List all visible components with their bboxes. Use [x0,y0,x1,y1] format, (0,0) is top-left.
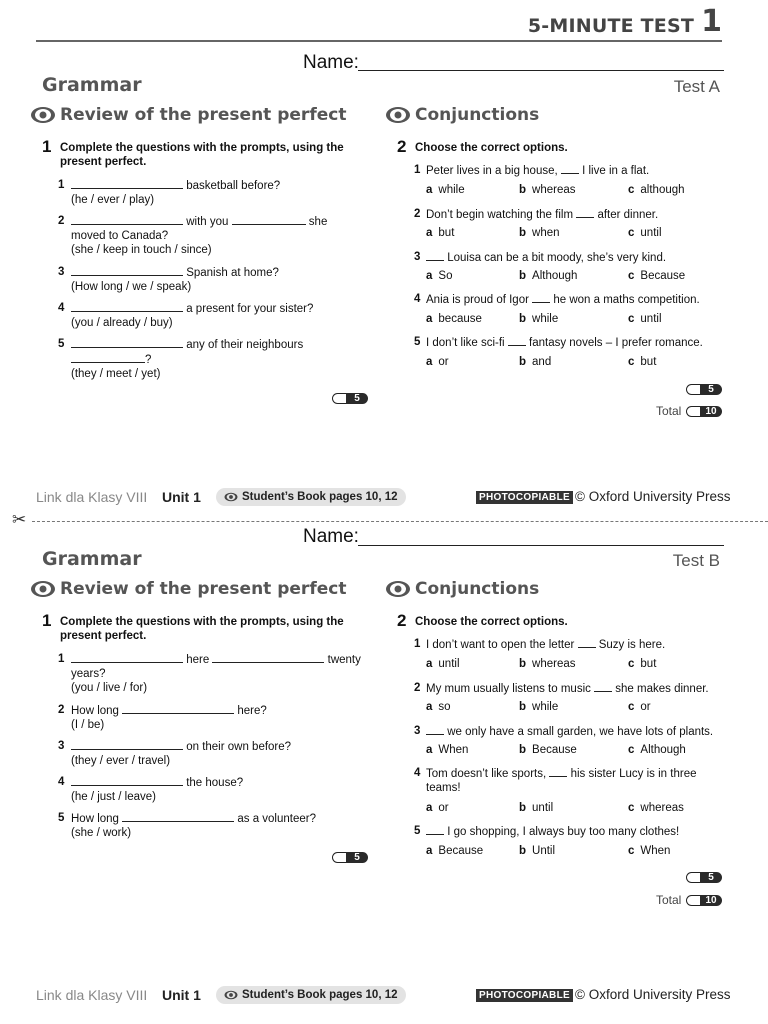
option-c[interactable]: c whereas [628,802,684,814]
answer-blank[interactable] [71,739,183,750]
section-title: Grammar [42,548,142,570]
students-book-pages: Student’s Book pages 10, 12 [216,986,406,1004]
students-book-pages: Student’s Book pages 10, 12 [216,488,406,506]
option-a[interactable]: a or [426,802,449,814]
answer-blank[interactable] [532,292,550,303]
photocopiable-badge: PHOTOCOPIABLE [476,989,573,1002]
section-heading-present-perfect: Review of the present perfect [30,105,346,125]
option-c[interactable]: c When [628,845,671,857]
total-score-box: 10 [686,895,722,906]
question-4: 4 [58,302,65,314]
answer-blank[interactable] [426,250,444,261]
option-b[interactable]: b Although [519,270,578,282]
option-a[interactable]: a so [426,701,451,713]
answer-blank[interactable] [71,337,183,348]
scissors-icon: ✂ [12,510,27,529]
option-b[interactable]: b when [519,227,560,239]
question-3-text: Spanish at home? (How long / we / speak) [71,267,279,293]
option-c[interactable]: c Because [628,270,686,282]
score-box: 5 [332,393,368,404]
question-2: 2 [58,215,65,227]
test-label: Test A [673,77,720,96]
option-c[interactable]: c until [628,313,662,325]
option-b[interactable]: b while [519,313,559,325]
eye-icon [224,990,238,1000]
question-1: 1 [58,653,65,665]
answer-blank[interactable] [122,811,234,822]
answer-blank[interactable] [212,652,324,663]
question-5: 5 [58,812,65,824]
test-number: 1 [701,4,722,39]
option-c[interactable]: c but [628,658,657,670]
task-number: 2 [397,611,407,630]
answer-blank[interactable] [71,214,183,225]
answer-blank[interactable] [71,178,183,189]
answer-blank[interactable] [549,766,567,777]
question-1: 1 [58,179,65,191]
question-5-text: How long as a volunteer? (she / work) [71,813,316,839]
answer-blank[interactable] [508,335,526,346]
book-title: Link dla Klasy VIII [36,987,148,1003]
question-2-text: How long here? (I / be) [71,705,267,731]
question-4-text: a present for your sister? (you / already / buy) [71,303,314,329]
question-1-text: basketball before? (he / ever / play) [71,180,281,206]
option-a[interactable]: a Because [426,845,484,857]
option-a[interactable]: a So [426,270,453,282]
option-a[interactable]: a When [426,744,469,756]
option-c[interactable]: c until [628,227,662,239]
option-a[interactable]: a while [426,184,465,196]
task-instruction: Complete the questions with the prompts, using the present perfect. [60,142,344,168]
eye-icon [385,580,411,598]
unit-label: Unit 1 [162,489,201,505]
option-b[interactable]: b while [519,701,559,713]
total-label: Total [656,893,682,907]
total-score-box: 10 [686,406,722,417]
task-number: 1 [42,137,52,156]
score-box: 5 [332,852,368,863]
answer-blank[interactable] [426,824,444,835]
option-a[interactable]: a or [426,356,449,368]
option-b[interactable]: b whereas [519,658,576,670]
option-b[interactable]: b until [519,802,554,814]
answer-blank[interactable] [561,163,579,174]
top-rule [36,40,722,42]
task-instruction: Choose the correct options. [415,142,568,154]
score-box: 5 [686,872,722,883]
option-a[interactable]: a until [426,658,460,670]
task-instruction: Choose the correct options. [415,616,568,628]
test-title: 5-MINUTE TEST [527,15,694,37]
answer-blank[interactable] [594,681,612,692]
section-heading-present-perfect: Review of the present perfect [30,579,346,599]
section-heading-conjunctions: Conjunctions [385,105,539,125]
question-2-text: with you she moved to Canada? (she / keep in touch / since) [71,216,328,256]
publisher: © Oxford University Press [575,489,731,504]
option-b[interactable]: b Because [519,744,577,756]
option-c[interactable]: c or [628,701,651,713]
answer-blank[interactable] [71,301,183,312]
section-title: Grammar [42,74,142,96]
eye-icon [30,580,56,598]
question-4: 4 [58,776,65,788]
test-label: Test B [672,551,720,570]
question-1-text: here twenty years? (you / live / for) [71,654,361,694]
answer-blank[interactable] [71,352,145,363]
name-label: Name: [303,526,359,547]
option-b[interactable]: b and [519,356,552,368]
option-a[interactable]: a but [426,227,455,239]
question-3: 3 [58,740,65,752]
answer-blank[interactable] [71,652,183,663]
question-5: 5 [58,338,65,350]
task-number: 2 [397,137,407,156]
task-number: 1 [42,611,52,630]
eye-icon [30,106,56,124]
option-c[interactable]: c although [628,184,685,196]
photocopiable-badge: PHOTOCOPIABLE [476,491,573,504]
answer-blank[interactable] [576,207,594,218]
question-4-text: the house? (he / just / leave) [71,777,244,803]
option-c[interactable]: c Although [628,744,686,756]
name-label: Name: [303,52,359,73]
question-5-text: any of their neighbours ? (they / meet / yet) [71,339,304,380]
name-field[interactable] [358,545,724,546]
total-label: Total [656,404,682,418]
option-b[interactable]: b Until [519,845,556,857]
name-field[interactable] [358,70,724,71]
question-2: 2 [58,704,65,716]
book-title: Link dla Klasy VIII [36,489,148,505]
score-box: 5 [686,384,722,395]
answer-blank[interactable] [71,265,183,276]
eye-icon [224,492,238,502]
option-b[interactable]: b whereas [519,184,576,196]
unit-label: Unit 1 [162,987,201,1003]
answer-blank[interactable] [578,637,596,648]
section-heading-conjunctions: Conjunctions [385,579,539,599]
answer-blank[interactable] [71,775,183,786]
publisher: © Oxford University Press [575,987,731,1002]
cut-line [32,521,768,522]
option-c[interactable]: c but [628,356,657,368]
option-a[interactable]: a because [426,313,482,325]
question-3: 3 [58,266,65,278]
answer-blank[interactable] [232,214,306,225]
task-instruction: Complete the questions with the prompts, using the present perfect. [60,616,344,642]
question-3-text: on their own before? (they / ever / travel) [71,741,292,767]
eye-icon [385,106,411,124]
answer-blank[interactable] [122,703,234,714]
answer-blank[interactable] [426,724,444,735]
